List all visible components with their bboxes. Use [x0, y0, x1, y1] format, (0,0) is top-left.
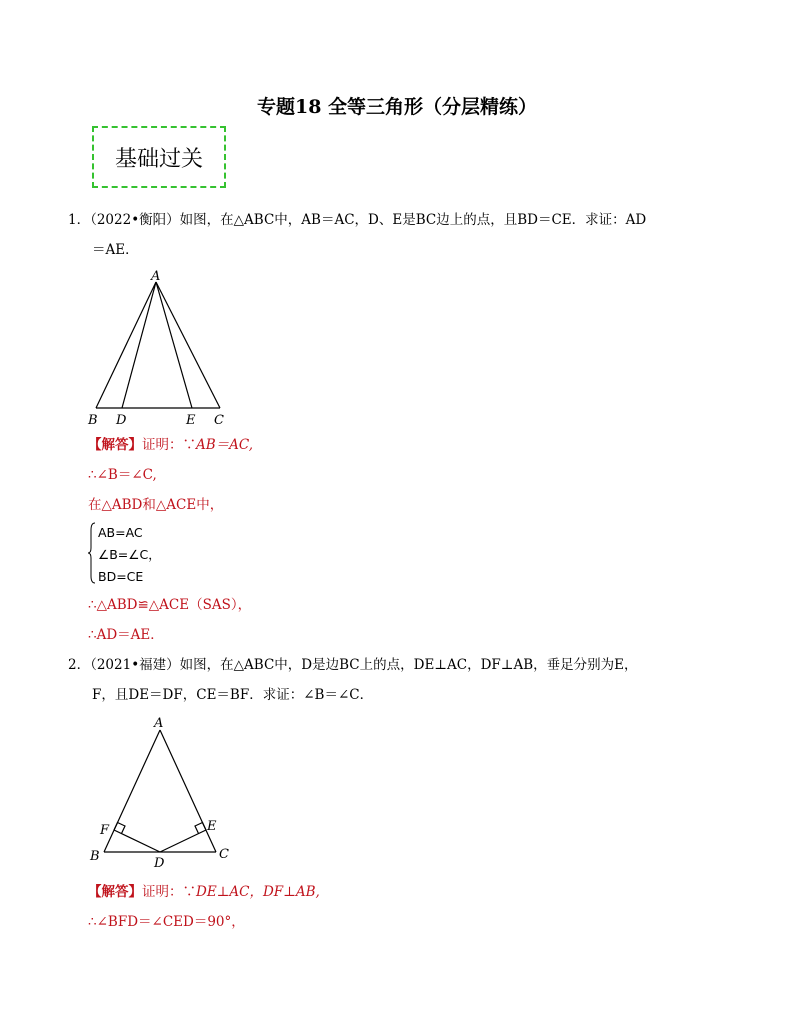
answer-1-step-4: ∴AD＝AE．	[88, 627, 164, 643]
figure-2-label-f: F	[100, 823, 110, 838]
question-2-number: 2．	[68, 657, 91, 673]
section-badge: 基础过关	[92, 126, 226, 188]
question-1-number: 1．	[68, 212, 91, 228]
answer-1-system-line-3: BD=CE	[98, 569, 144, 584]
answer-1-step-1: ∴∠B＝∠C,	[88, 467, 157, 483]
question-1-line-2: ＝AE．	[92, 242, 139, 258]
figure-2-label-a: A	[154, 716, 164, 731]
answer-1-tag: 【解答】	[88, 437, 142, 453]
answer-1-system-line-1: AB=AC	[98, 525, 143, 540]
figure-1-label-d: D	[116, 413, 127, 428]
question-2-text: 如图，在△ABC中，D是边BC上的点，DE⊥AC，DF⊥AB，垂足分别为E，	[179, 657, 638, 673]
figure-1-label-c: C	[214, 413, 224, 428]
answer-2-intro	[88, 882, 320, 902]
figure-2-label-e: E	[207, 819, 217, 834]
figure-2-triangle	[86, 712, 236, 872]
figure-1-triangle	[82, 266, 242, 430]
question-2-line-2: F，且DE＝DF，CE＝BF．求证：∠B＝∠C．	[92, 687, 374, 703]
answer-1-brace	[88, 522, 96, 584]
page-title: 专题18 全等三角形（分层精练）	[256, 96, 538, 118]
figure-2-label-b: B	[90, 849, 100, 864]
answer-1-intro-expr: AB＝AC,	[196, 437, 254, 453]
question-2-line-1	[68, 655, 638, 675]
answer-2-step-1: ∴∠BFD＝∠CED＝90°，	[88, 914, 245, 930]
answer-1-intro	[88, 435, 253, 455]
answer-2-intro-text: 证明：∵	[142, 884, 196, 900]
figure-2-label-c: C	[219, 847, 229, 862]
answer-1-step-3: ∴△ABD≌△ACE（SAS），	[88, 597, 252, 613]
answer-2-tag: 【解答】	[88, 884, 142, 900]
question-2-source: （2021•福建）	[90, 657, 180, 673]
figure-2-label-d: D	[154, 856, 165, 871]
figure-1-label-b: B	[88, 413, 98, 428]
question-1-text: 如图，在△ABC中，AB＝AC，D、E是BC边上的点，且BD＝CE．求证：AD	[179, 212, 647, 228]
answer-1-step-2: 在△ABD和△ACE中，	[88, 497, 224, 513]
answer-2-intro-expr: DE⊥AC，DF⊥AB,	[196, 884, 320, 900]
figure-1-label-a: A	[151, 269, 161, 284]
question-1-line-1	[68, 210, 646, 230]
question-1-source: （2022•衡阳）	[90, 212, 180, 228]
answer-1-intro-text: 证明：∵	[142, 437, 196, 453]
figure-1-label-e: E	[186, 413, 196, 428]
answer-1-system-line-2: ∠B=∠C，	[98, 547, 161, 562]
